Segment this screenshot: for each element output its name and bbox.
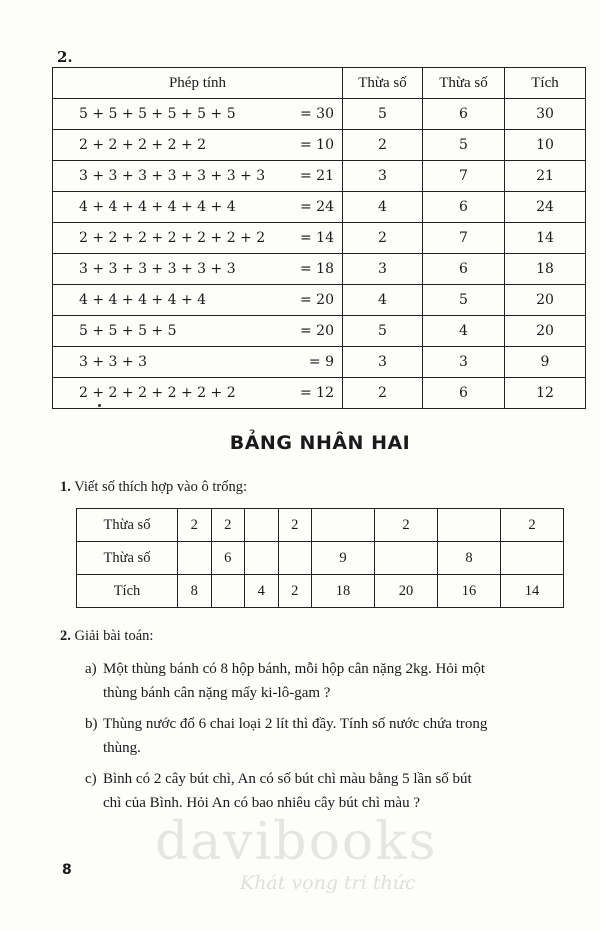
row-label-factor-1: Thừa số <box>77 509 178 542</box>
table-row <box>53 192 586 223</box>
exercise-1-heading <box>60 479 247 496</box>
table-cell <box>278 542 312 575</box>
factor-2-cell: 7 <box>423 161 505 192</box>
product-cell: 20 <box>505 285 586 316</box>
table-cell: 20 <box>375 575 438 608</box>
exercise-1-number: 1. <box>60 479 71 495</box>
table-cell: 18 <box>312 575 375 608</box>
problem-line: Một thùng bánh có 8 hộp bánh, mỗi hộp cân nặng 2kg. Hỏi một <box>103 661 486 677</box>
table-row <box>53 99 586 130</box>
factor-1-cell: 5 <box>343 316 423 347</box>
table-cell: 2 <box>278 509 312 542</box>
factor-2-cell: 5 <box>423 130 505 161</box>
operation-cell <box>53 161 343 192</box>
factor-1-cell: 2 <box>343 378 423 409</box>
table-cell: 2 <box>375 509 438 542</box>
operation-cell <box>53 223 343 254</box>
operation-cell <box>53 130 343 161</box>
product-cell: 24 <box>505 192 586 223</box>
operation-cell <box>53 254 343 285</box>
page-number: 8 <box>62 862 72 878</box>
factor-2-cell: 7 <box>423 223 505 254</box>
table-cell <box>178 542 212 575</box>
product-cell: 30 <box>505 99 586 130</box>
problem-line: Thùng nước đổ 6 chai loại 2 lít thì đầy. Tính số nước chứa trong <box>103 716 488 732</box>
table-cell: 6 <box>211 542 245 575</box>
operation-cell <box>53 285 343 316</box>
factor-2-cell: 3 <box>423 347 505 378</box>
addition-expression: 3 + 3 + 3 + 3 + 3 + 3 <box>79 261 236 277</box>
problem-a <box>85 657 585 705</box>
sum-result: = 14 <box>300 230 334 246</box>
table-row <box>53 161 586 192</box>
operation-cell <box>53 192 343 223</box>
problem-b <box>85 712 585 760</box>
factor-1-cell: 2 <box>343 130 423 161</box>
table-cell: 2 <box>211 509 245 542</box>
table-cell <box>375 542 438 575</box>
header-operation: Phép tính <box>53 68 343 99</box>
factor-1-cell: 4 <box>343 285 423 316</box>
operation-cell <box>53 99 343 130</box>
row-label-product: Tích <box>77 575 178 608</box>
factor-2-cell: 4 <box>423 316 505 347</box>
section-number: 2. <box>57 48 73 66</box>
page-title: BẢNG NHÂN HAI <box>229 432 411 454</box>
table-row <box>77 542 564 575</box>
exercise-1-text: Viết số thích hợp vào ô trống: <box>74 479 247 495</box>
sum-result: = 12 <box>300 385 334 401</box>
operation-cell <box>53 378 343 409</box>
exercise-2-number: 2. <box>60 628 71 644</box>
product-cell: 12 <box>505 378 586 409</box>
header-factor-2: Thừa số <box>423 68 505 99</box>
table-cell: 16 <box>438 575 501 608</box>
factor-1-cell: 3 <box>343 347 423 378</box>
problem-label: b) <box>85 716 98 732</box>
factor-2-cell: 5 <box>423 285 505 316</box>
table-row <box>53 130 586 161</box>
problem-line: thùng. <box>103 740 141 756</box>
product-cell: 9 <box>505 347 586 378</box>
table-row <box>53 254 586 285</box>
table-cell: 9 <box>312 542 375 575</box>
sum-result: = 30 <box>300 106 334 122</box>
sum-result: = 21 <box>300 168 334 184</box>
addition-expression: 5 + 5 + 5 + 5 <box>79 323 177 339</box>
factor-1-cell: 3 <box>343 161 423 192</box>
operation-cell <box>53 316 343 347</box>
addition-expression: 2 + 2 + 2 + 2 + 2 + 2 <box>79 385 236 401</box>
addition-expression: 4 + 4 + 4 + 4 + 4 <box>79 292 207 308</box>
table-row <box>53 378 586 409</box>
table-row <box>77 575 564 608</box>
factor-1-cell: 5 <box>343 99 423 130</box>
operation-cell <box>53 347 343 378</box>
factor-1-cell: 4 <box>343 192 423 223</box>
table-row <box>53 347 586 378</box>
sum-result: = 24 <box>300 199 334 215</box>
table-header-row <box>53 68 586 99</box>
problem-line: thùng bánh cân nặng mấy ki-lô-gam ? <box>103 685 331 701</box>
watermark-slogan: Khát vọng tri thức <box>240 872 416 894</box>
sum-result: = 20 <box>300 323 334 339</box>
table-cell: 4 <box>245 575 279 608</box>
table-cell <box>500 542 563 575</box>
product-cell: 20 <box>505 316 586 347</box>
addition-expression: 4 + 4 + 4 + 4 + 4 + 4 <box>79 199 236 215</box>
table-cell <box>438 509 501 542</box>
row-label-factor-2: Thừa số <box>77 542 178 575</box>
exercise-2-text: Giải bài toán: <box>74 628 154 644</box>
factor-2-cell: 6 <box>423 254 505 285</box>
addition-expression: 3 + 3 + 3 + 3 + 3 + 3 + 3 <box>79 168 266 184</box>
table-row <box>53 316 586 347</box>
problem-line: chì của Bình. Hỏi An có bao nhiêu cây bút chì màu ? <box>103 795 420 811</box>
addition-expression: 5 + 5 + 5 + 5 + 5 + 5 <box>79 106 236 122</box>
product-cell: 18 <box>505 254 586 285</box>
table-cell <box>312 509 375 542</box>
problem-line: Bình có 2 cây bút chì, An có số bút chì màu bằng 5 lần số bút <box>103 771 472 787</box>
watermark-brand: davibooks <box>155 812 438 872</box>
fill-in-table <box>76 508 564 608</box>
problem-c <box>85 767 585 815</box>
addition-expression: 2 + 2 + 2 + 2 + 2 + 2 + 2 <box>79 230 266 246</box>
addition-expression: 3 + 3 + 3 <box>79 354 147 370</box>
table-cell <box>245 509 279 542</box>
table-cell: 14 <box>500 575 563 608</box>
sum-result: = 20 <box>300 292 334 308</box>
table-cell <box>211 575 245 608</box>
factor-1-cell: 2 <box>343 223 423 254</box>
addition-expression: 2 + 2 + 2 + 2 + 2 <box>79 137 207 153</box>
product-cell: 10 <box>505 130 586 161</box>
header-factor-1: Thừa số <box>343 68 423 99</box>
table-cell <box>245 542 279 575</box>
problem-label: c) <box>85 771 97 787</box>
table-cell: 2 <box>500 509 563 542</box>
sum-result: = 10 <box>300 137 334 153</box>
table-cell: 8 <box>438 542 501 575</box>
addition-multiplication-table <box>52 67 586 409</box>
print-speck <box>98 404 101 407</box>
table-row <box>53 223 586 254</box>
product-cell: 21 <box>505 161 586 192</box>
sum-result: = 18 <box>300 261 334 277</box>
product-cell: 14 <box>505 223 586 254</box>
exercise-2-heading <box>60 628 153 645</box>
table-cell: 2 <box>278 575 312 608</box>
table-row <box>53 285 586 316</box>
sum-result: = 9 <box>308 354 334 370</box>
factor-2-cell: 6 <box>423 192 505 223</box>
table-cell: 2 <box>178 509 212 542</box>
problem-label: a) <box>85 661 97 677</box>
factor-2-cell: 6 <box>423 378 505 409</box>
table-row <box>77 509 564 542</box>
factor-2-cell: 6 <box>423 99 505 130</box>
table-cell: 8 <box>178 575 212 608</box>
factor-1-cell: 3 <box>343 254 423 285</box>
header-product: Tích <box>505 68 586 99</box>
